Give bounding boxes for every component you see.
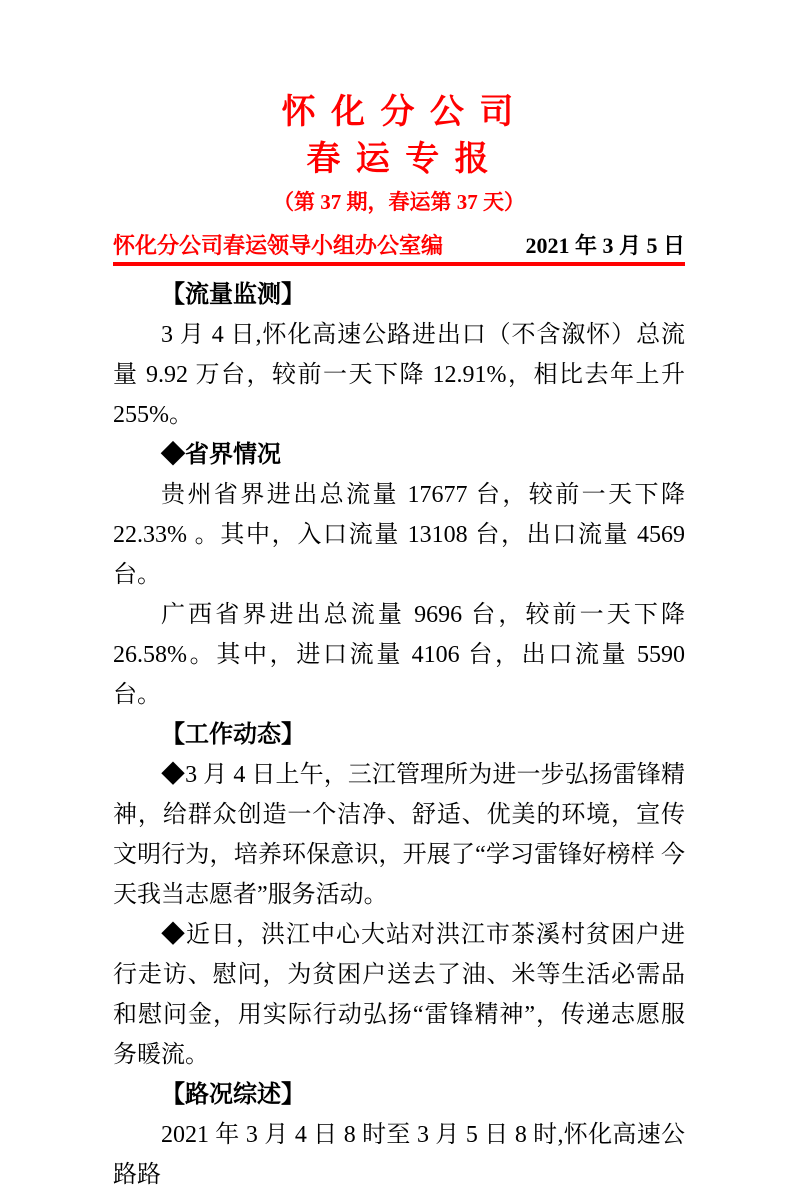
paragraph-sanjiang-leifeng-activity: ◆3 月 4 日上午，三江管理所为进一步弘扬雷锋精神，给群众创造一个洁净、舒适、优美的环境，宣传文明行为，培养环保意识，开展了“学习雷锋好榜样 今天我当志愿者”服务活动。	[113, 762, 685, 908]
document-body	[113, 275, 685, 1195]
section-heading-flow-monitoring: 【流量监测】	[161, 281, 305, 308]
issue-info: （第 37 期，春运第 37 天）	[273, 190, 525, 214]
subsection-heading-province-border: ◆省界情况	[161, 441, 281, 468]
report-title: 春 运 专 报	[306, 140, 492, 178]
section-heading-road-conditions: 【路况综述】	[161, 1081, 305, 1108]
masthead-byline-row	[113, 232, 685, 260]
divider-rule	[113, 262, 685, 266]
paragraph-guangxi-border: 广西省界进出总流量 9696 台，较前一天下降 26.58%。其中，进口流量 4106 台，出口流量 5590 台。	[113, 602, 685, 708]
paragraph-flow-summary: 3 月 4 日,怀化高速公路进出口（不含溆怀）总流量 9.92 万台，较前一天下降 12.91%，相比去年上升 255%。	[113, 322, 685, 428]
editor-credit: 怀化分公司春运领导小组办公室编	[113, 233, 444, 258]
issue-date: 2021 年 3 月 5 日	[525, 233, 685, 258]
paragraph-road-conditions-period: 2021 年 3 月 4 日 8 时至 3 月 5 日 8 时,怀化高速公路路	[113, 1122, 685, 1188]
paragraph-hongjiang-visit: ◆近日，洪江中心大站对洪江市茶溪村贫困户进行走访、慰问，为贫困户送去了油、米等生活必需品和慰问金，用实际行动弘扬“雷锋精神”，传递志愿服务暖流。	[113, 922, 685, 1068]
section-heading-work-updates: 【工作动态】	[161, 721, 305, 748]
org-title: 怀 化 分 公 司	[281, 93, 517, 131]
paragraph-guizhou-border: 贵州省界进出总流量 17677 台，较前一天下降 22.33% 。其中，入口流量 13108 台，出口流量 4569 台。	[113, 482, 685, 588]
